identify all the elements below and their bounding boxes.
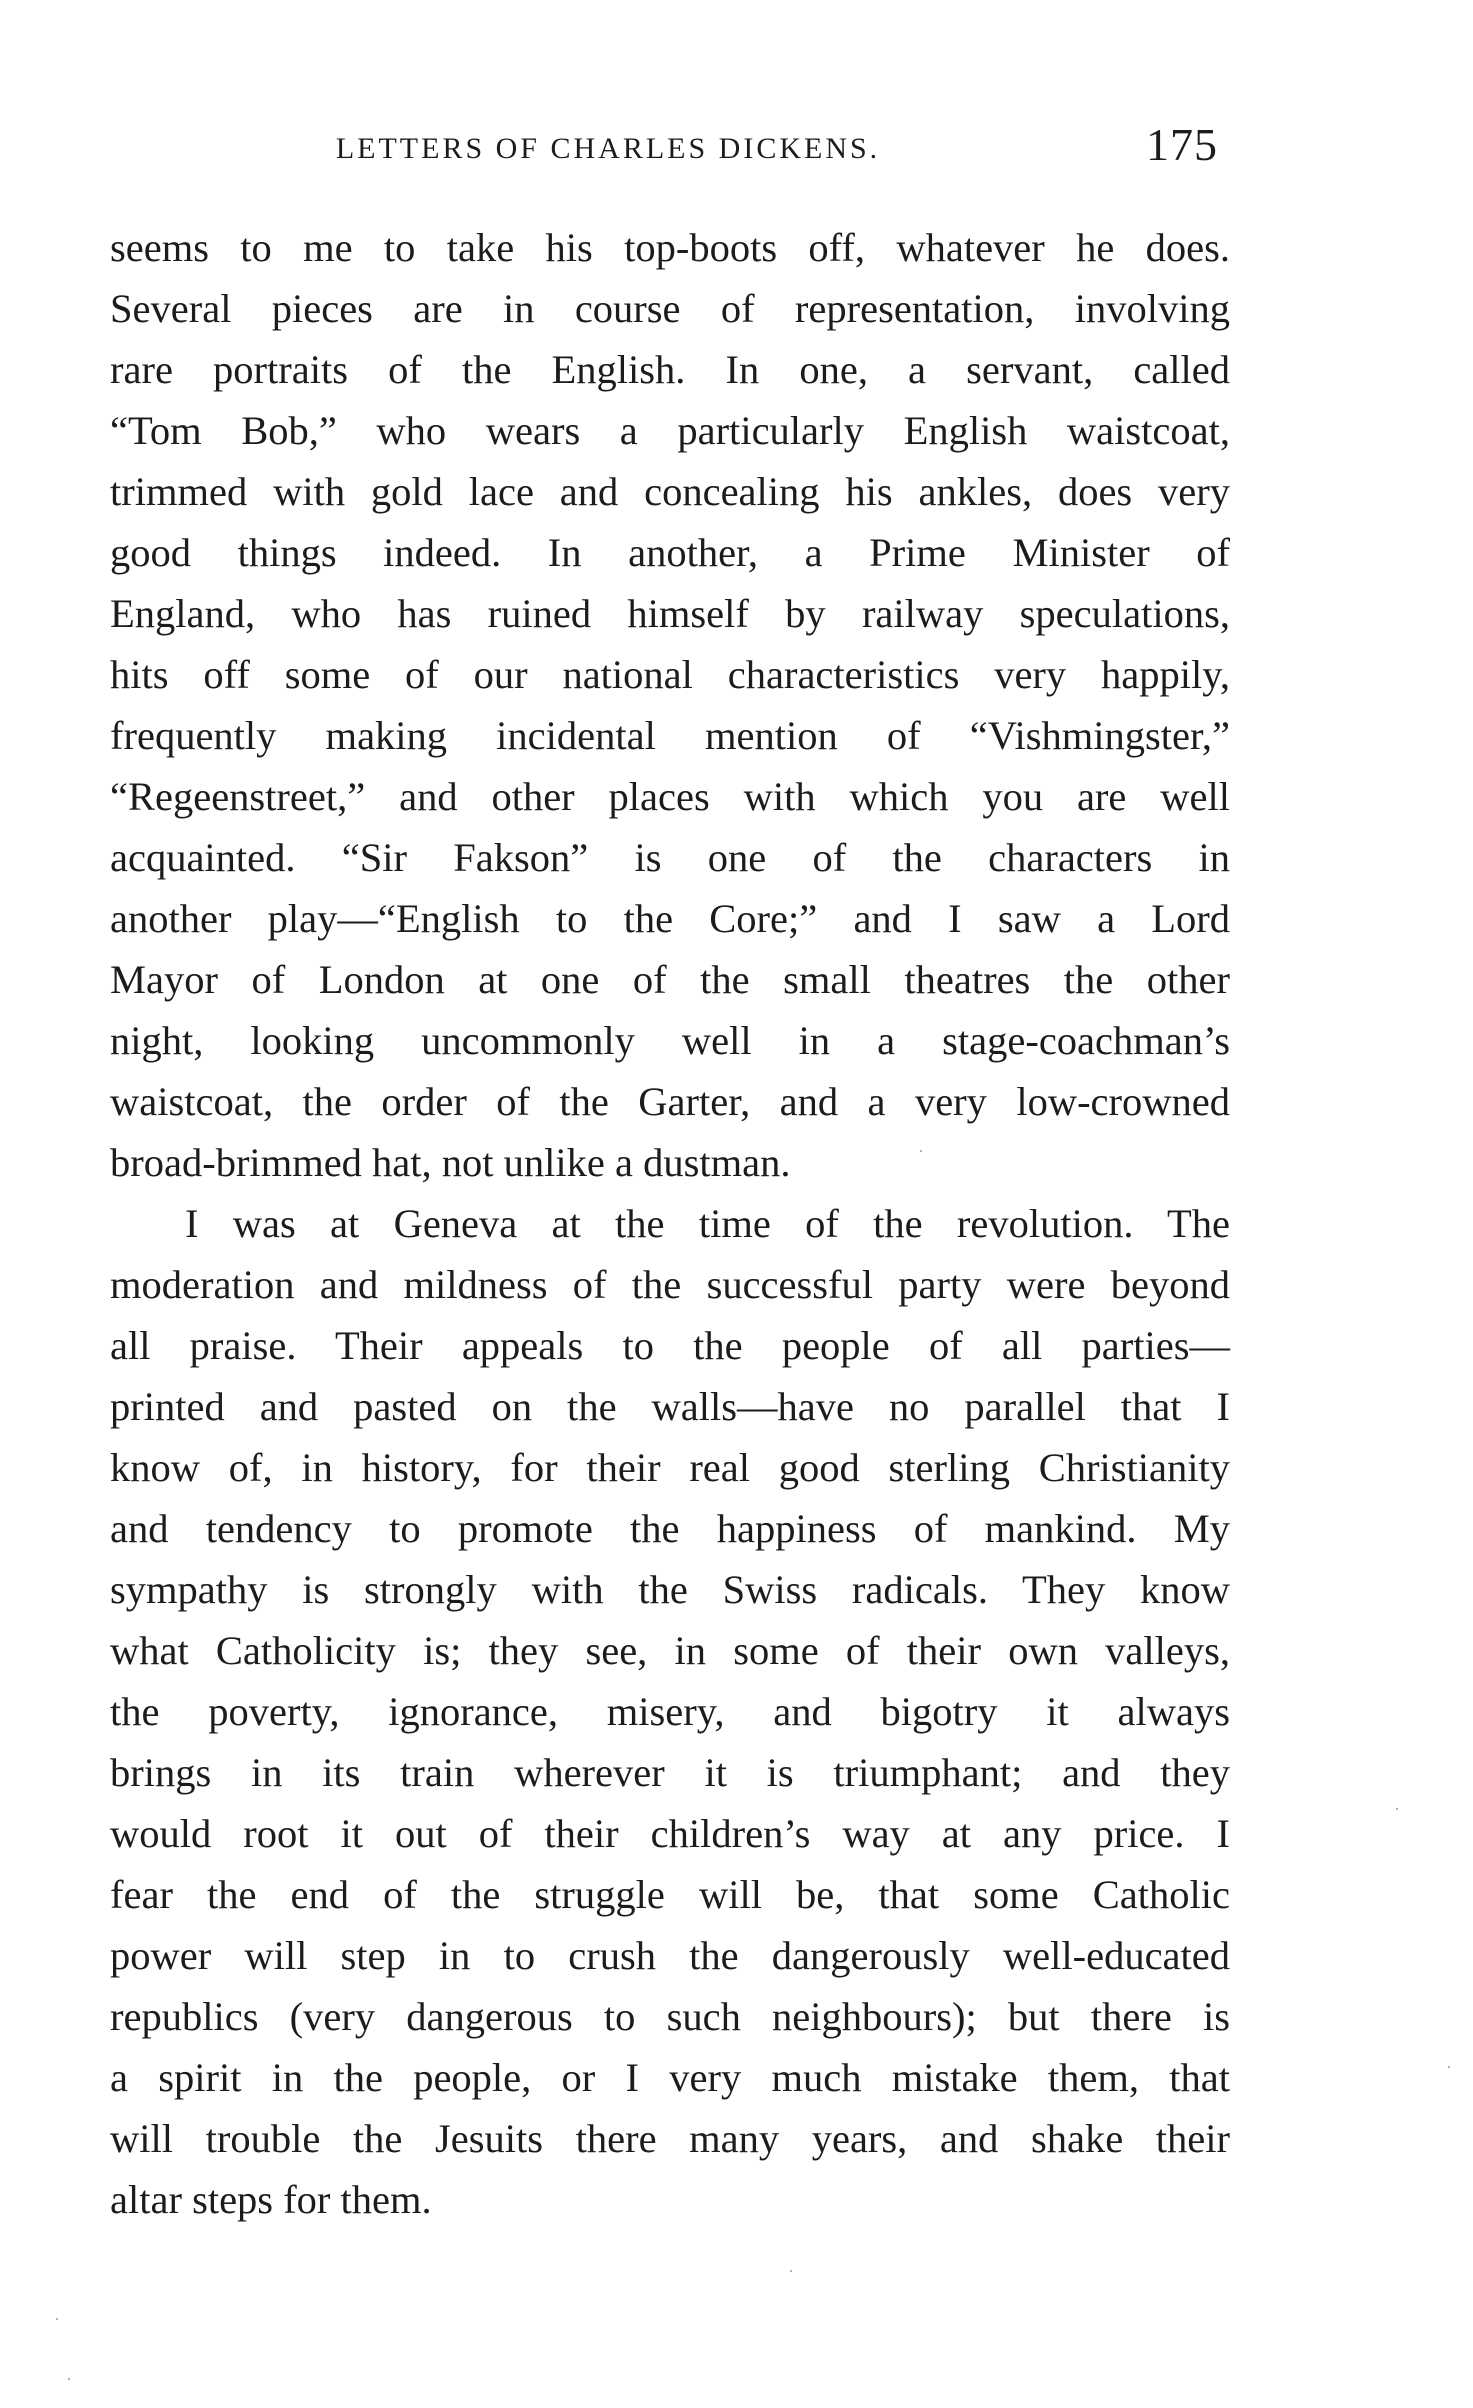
paper-speck bbox=[1448, 2066, 1450, 2068]
text-line: will trouble the Jesuits there many years, and shake their bbox=[110, 2116, 1230, 2161]
text-line: acquainted. “Sir Fakson” is one of the characters in bbox=[110, 835, 1230, 880]
text-line: know of, in history, for their real good sterling Christianity bbox=[110, 1445, 1230, 1490]
text-line: frequently making incidental mention of “Vishmingster,” bbox=[110, 713, 1230, 758]
text-line: Several pieces are in course of representation, involving bbox=[110, 286, 1230, 331]
text-line: hits off some of our national characteristics very happily, bbox=[110, 652, 1230, 697]
page-number: 175 bbox=[1146, 119, 1218, 170]
paper-speck bbox=[920, 1150, 922, 1152]
text-line: brings in its train wherever it is triumphant; and they bbox=[110, 1750, 1230, 1795]
text-line: printed and pasted on the walls—have no parallel that I bbox=[110, 1384, 1230, 1429]
text-line: rare portraits of the English. In one, a servant, called bbox=[110, 347, 1230, 392]
text-line: England, who has ruined himself by railway speculations, bbox=[110, 591, 1230, 636]
text-line: trimmed with gold lace and concealing his ankles, does very bbox=[110, 469, 1230, 514]
paragraph bbox=[110, 217, 1230, 1193]
text-line: the poverty, ignorance, misery, and bigotry it always bbox=[110, 1689, 1230, 1734]
text-line: altar steps for them. bbox=[110, 2177, 432, 2222]
paragraph bbox=[110, 1193, 1230, 2230]
text-line: broad-brimmed hat, not unlike a dustman. bbox=[110, 1140, 791, 1185]
text-line: sympathy is strongly with the Swiss radicals. They know bbox=[110, 1567, 1230, 1612]
text-line: republics (very dangerous to such neighbours); but there is bbox=[110, 1994, 1230, 2039]
paper-speck bbox=[790, 2270, 792, 2272]
body-text bbox=[110, 217, 1230, 2230]
text-line: waistcoat, the order of the Garter, and a very low-crowned bbox=[110, 1079, 1230, 1124]
text-line: “Regeenstreet,” and other places with which you are well bbox=[110, 774, 1230, 819]
text-line: another play—“English to the Core;” and I saw a Lord bbox=[110, 896, 1230, 941]
running-title: LETTERS OF CHARLES DICKENS. bbox=[335, 132, 881, 165]
text-line: night, looking uncommonly well in a stage-coachman’s bbox=[110, 1018, 1230, 1063]
paper-speck bbox=[68, 2378, 70, 2380]
text-line: a spirit in the people, or I very much mistake them, that bbox=[110, 2055, 1230, 2100]
text-line: good things indeed. In another, a Prime Minister of bbox=[110, 530, 1230, 575]
text-line: what Catholicity is; they see, in some of their own valleys, bbox=[110, 1628, 1230, 1673]
text-line: I was at Geneva at the time of the revolution. The bbox=[185, 1201, 1230, 1246]
text-line: power will step in to crush the dangerously well-educated bbox=[110, 1933, 1230, 1978]
text-line: and tendency to promote the happiness of mankind. My bbox=[110, 1506, 1230, 1551]
text-line: all praise. Their appeals to the people of all parties— bbox=[110, 1323, 1230, 1368]
text-line: “Tom Bob,” who wears a particularly English waistcoat, bbox=[110, 408, 1230, 453]
running-head bbox=[108, 118, 1218, 178]
text-line: Mayor of London at one of the small theatres the other bbox=[110, 957, 1230, 1002]
text-line: fear the end of the struggle will be, that some Catholic bbox=[110, 1872, 1230, 1917]
text-line: seems to me to take his top-boots off, whatever he does. bbox=[110, 225, 1230, 270]
text-line: moderation and mildness of the successful party were beyond bbox=[110, 1262, 1230, 1307]
paper-speck bbox=[1396, 1808, 1398, 1810]
paper-speck bbox=[56, 2318, 58, 2320]
text-line: would root it out of their children’s way at any price. I bbox=[110, 1811, 1230, 1856]
